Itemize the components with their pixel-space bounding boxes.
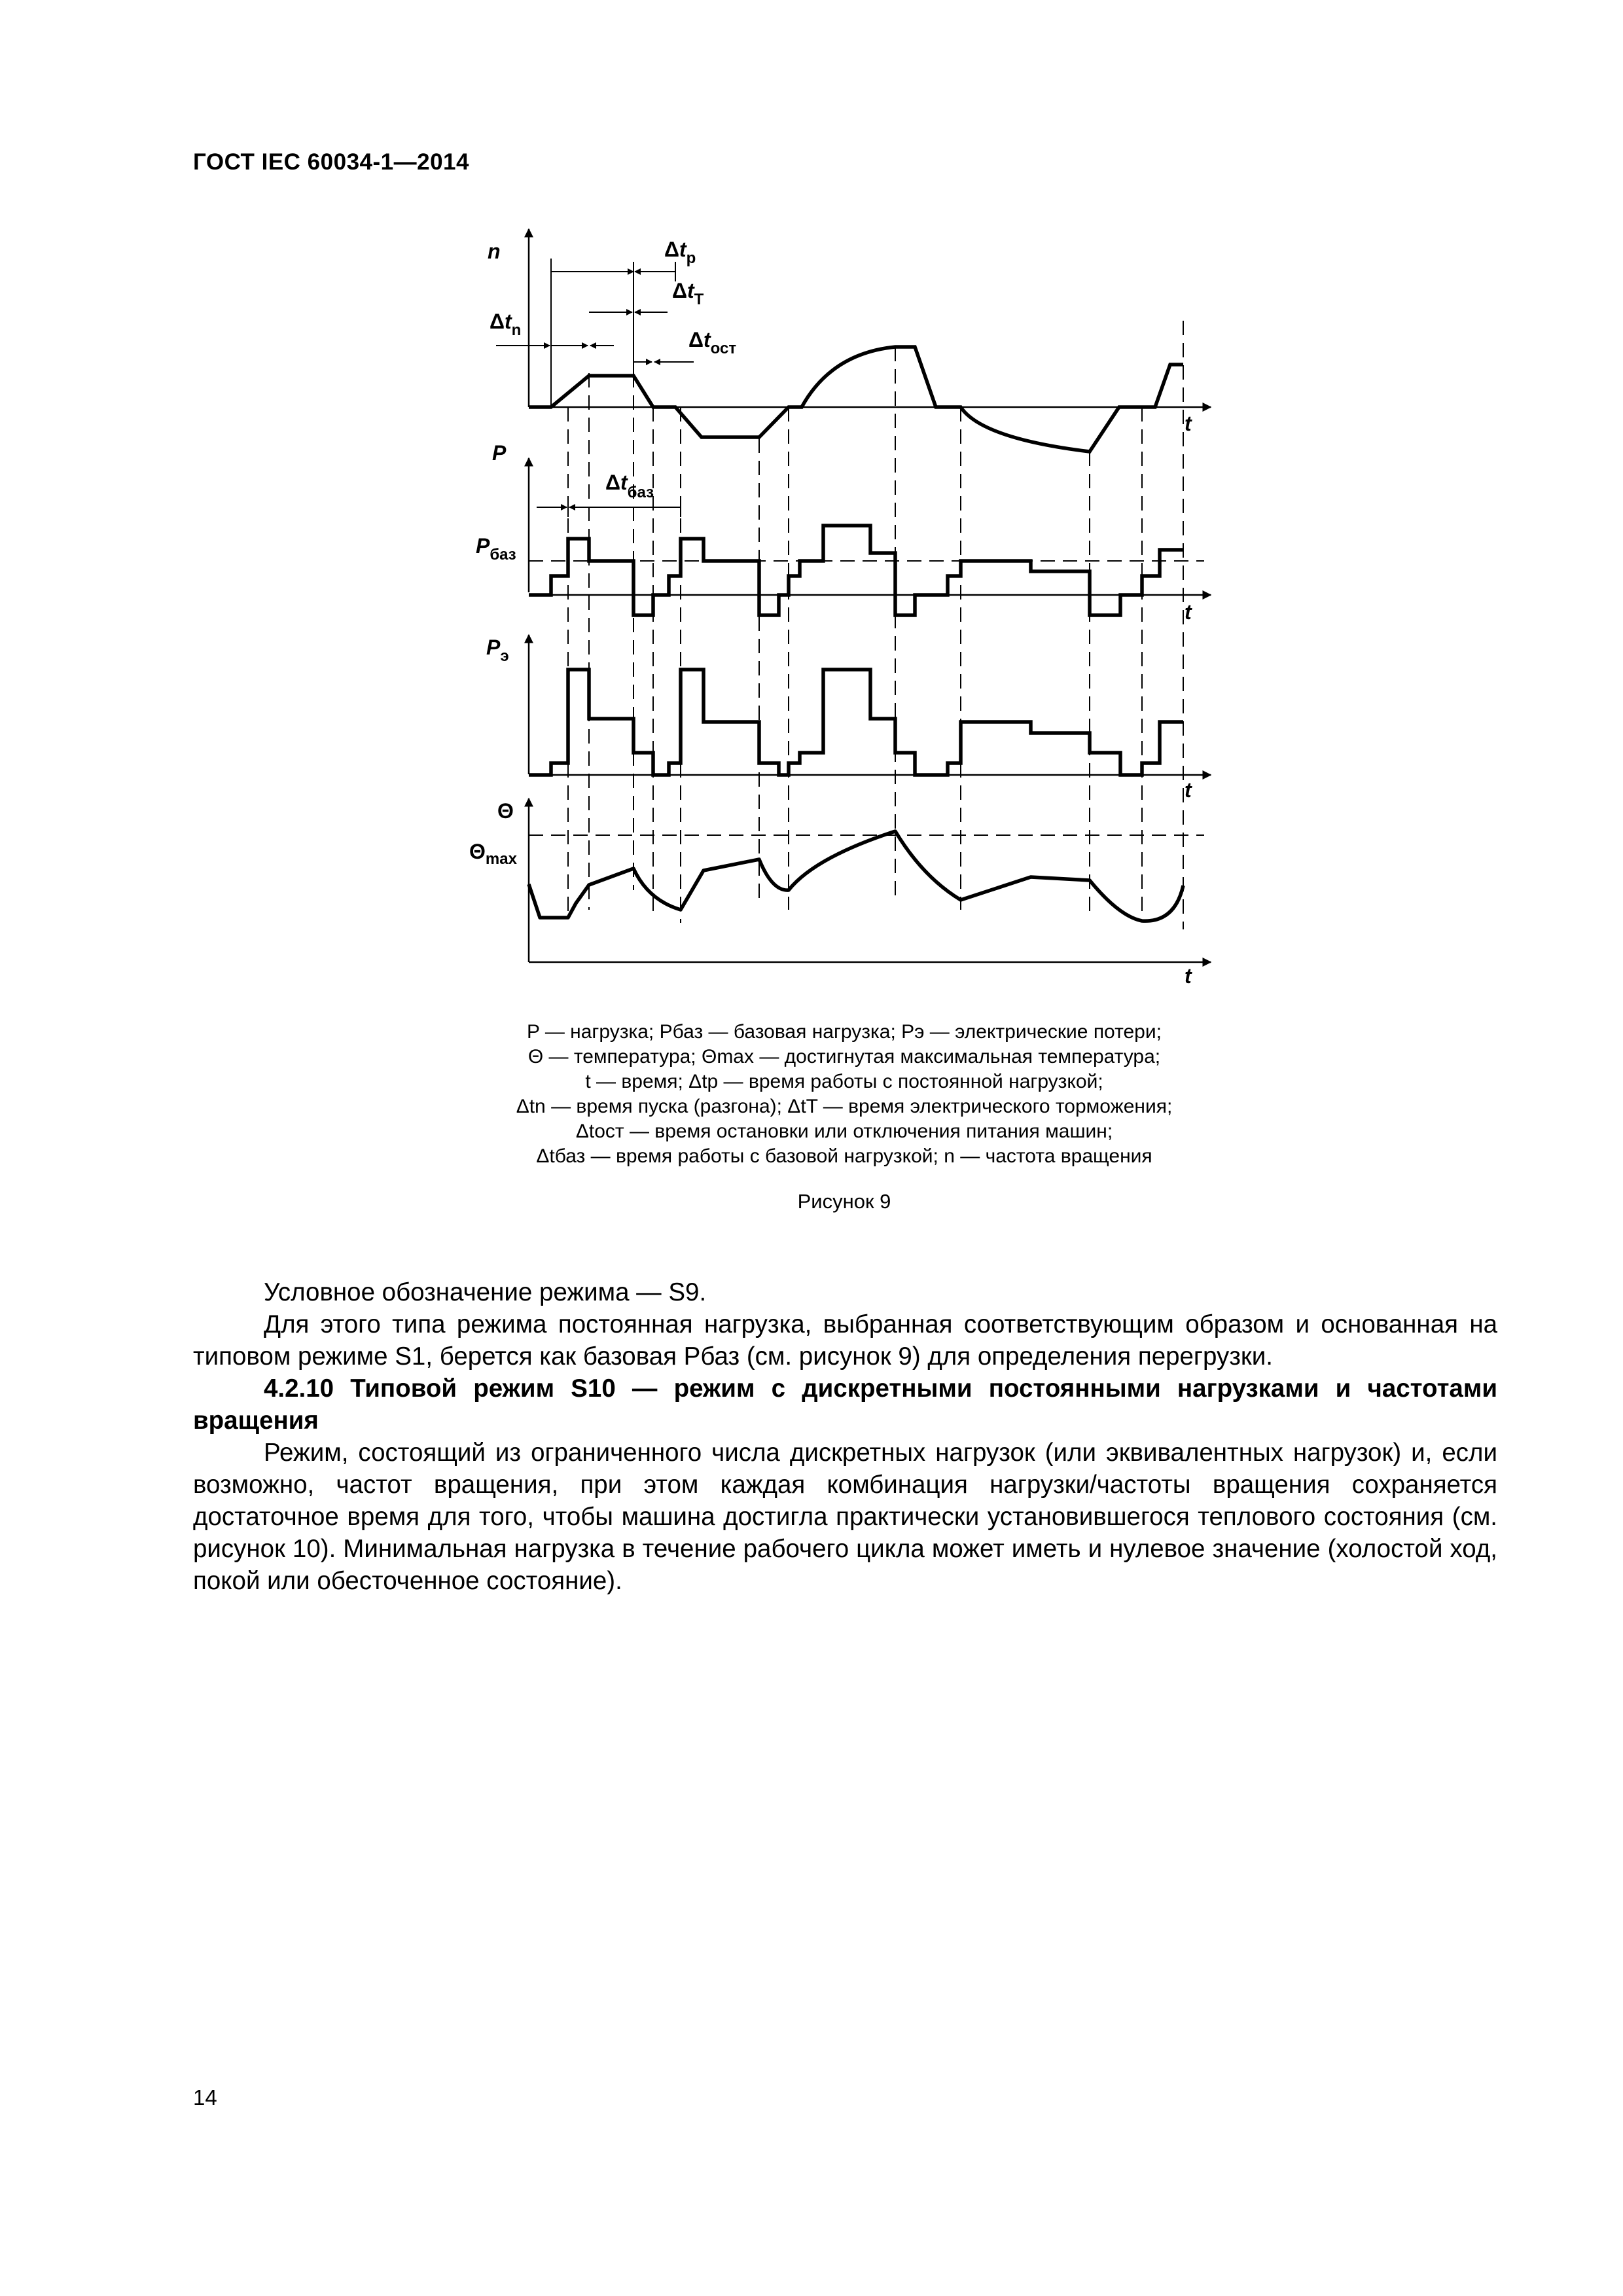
figure-caption: Рисунок 9	[797, 1190, 891, 1213]
pe-axis-label: $P_э$	[486, 636, 509, 665]
legend-line: Θ — температура; Θmax — достигнутая максимальная температура;	[527, 1046, 1161, 1067]
t-label-3: t	[1185, 778, 1192, 802]
page-number: 14	[193, 2085, 217, 2109]
document-header: ГОСТ IEC 60034-1—2014	[193, 149, 469, 175]
paragraph: Режим, состоящий из ограниченного числа дискретных нагрузок (или эквивалентных нагрузок) и, если возможно, частот вращения, при этом каждая комбинация нагрузки/частоты вращения сохраняется достаточное время для того, чтобы машина достигла практически установившегося теплового состояния (см. рисунок 10). Минимальная нагрузка в течение рабочего цикла может иметь и нулевое значение (холостой ход, покой или обесточенное состояние).	[193, 1439, 1497, 1595]
t-label-1: t	[1185, 412, 1192, 435]
delta-tp-label: $\Delta t_p$	[664, 238, 696, 267]
legend-line: Δtбаз — время работы с базовой нагрузкой; n — частота вращения	[536, 1145, 1152, 1167]
delta-tost-label: $\Delta t_{ост}$	[688, 328, 737, 357]
dashed-guides	[529, 321, 1204, 929]
theta-axis-label: Θ	[497, 799, 514, 823]
t-label-4: t	[1185, 964, 1192, 988]
speed-curve	[529, 347, 1183, 452]
theta-max-label: $\Theta_{max}$	[469, 840, 517, 868]
n-axis-label: n	[488, 240, 501, 263]
losses-curve	[529, 670, 1183, 775]
figure-9-diagram	[0, 0, 1623, 1021]
p-baz-label: $P_{баз}$	[476, 534, 516, 564]
section-heading: 4.2.10 Типовой режим S10 — режим с дискретными постоянными нагрузками и частотами вращения	[193, 1374, 1497, 1435]
delta-tT-label: $\Delta t_T$	[672, 279, 704, 308]
delta-tn-label: $\Delta t_n$	[490, 310, 522, 339]
legend-line: Δtост — время остановки или отключения питания машин;	[575, 1121, 1113, 1142]
body-text	[193, 1276, 1497, 1597]
delta-tbaz-label: $\Delta t_{баз}$	[605, 471, 654, 501]
legend-line: Δtn — время пуска (разгона); ΔtT — время электрического торможения;	[516, 1096, 1173, 1117]
legend-line: t — время; Δtp — время работы с постоянной нагрузкой;	[585, 1071, 1103, 1092]
figure-legend	[452, 1020, 1237, 1169]
paragraph: Условное обозначение режима — S9.	[264, 1278, 707, 1306]
interval-arrows	[496, 259, 694, 517]
legend-line: P — нагрузка; Pбаз — базовая нагрузка; Pэ — электрические потери;	[527, 1021, 1162, 1043]
load-curve	[529, 526, 1183, 615]
t-label-2: t	[1185, 600, 1192, 624]
p-axis-label: P	[492, 441, 507, 465]
temperature-curve	[529, 831, 1183, 921]
paragraph: Для этого типа режима постоянная нагрузка, выбранная соответствующим образом и основанная на типовом режиме S1, берется как базовая Pбаз (см. рисунок 9) для определения перегрузки.	[193, 1310, 1497, 1371]
